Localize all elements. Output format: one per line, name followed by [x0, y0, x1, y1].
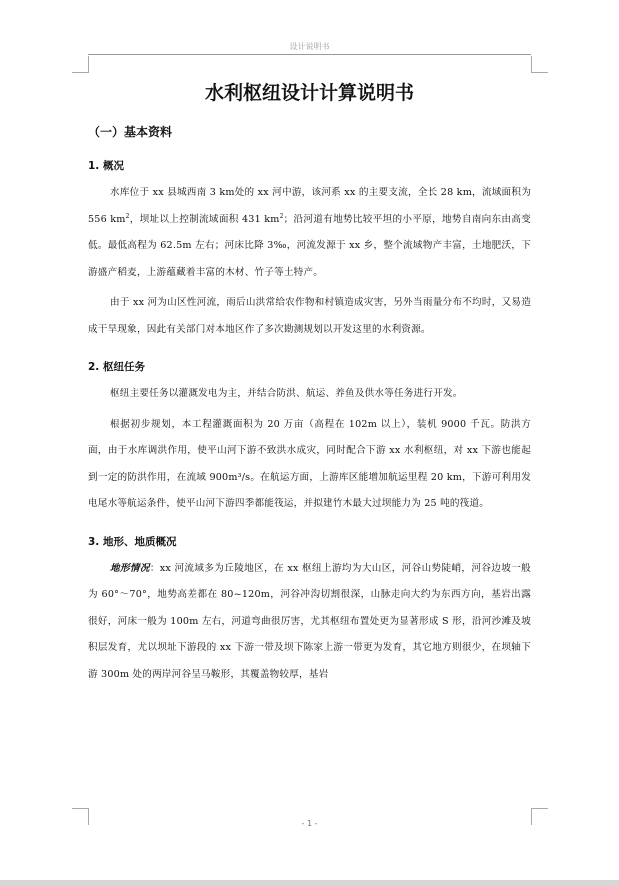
superscript: 2 — [279, 212, 284, 220]
section-heading-basic-data: （一）基本资料 — [88, 125, 173, 139]
paragraph-tasks-2: 根据初步规划，本工程灌溉面积为 20 万亩（高程在 102m 以上），装机 9000 千瓦。防洪方面，由于水库调洪作用，使平山河下游不致洪水成灾，同时配合下游 xx 水利枢纽，对 xx 下游也能起到一定的防洪作用，在流域 900m³/s。在航运方面，上游库区能增加航运里程 20 km，下游可利用发电尾水等航运条件，使平山河下游四季都能筏运，并拟建竹木最大过坝能力为 25 吨的筏道。 — [88, 418, 531, 509]
document-body — [88, 70, 531, 688]
paragraph-overview-2: 由于 xx 河为山区性河流，雨后山洪常给农作物和村镇造成灾害，另外当雨量分布不均时，又易造成干旱现象，因此有关部门对本地区作了多次勘测规划以开发这里的水利资源。 — [88, 297, 531, 335]
document-title: 水利枢纽设计计算说明书 — [204, 82, 414, 104]
page-number: - 1 - — [301, 819, 318, 828]
subheading-overview: 1. 概况 — [88, 160, 124, 172]
terrain-lead-label: 地形情况 — [110, 562, 150, 574]
header-rule — [88, 54, 531, 55]
subheading-terrain-geology: 3. 地形、地质概况 — [88, 535, 177, 548]
superscript: 2 — [125, 212, 130, 220]
paragraph-overview-1: 水库位于 xx 县城西南 3 km处的 xx 河中游，该河系 xx 的主要支流，全长 28 km，流域面积为 556 $km^2$，坝址以上控制流域面积 431 $km^2$；沿河道有地势比较平坦的小平原，地势自南向东由高变低。最低高程为 62.5m 左右；河床比降 3‰，河流发源于 xx 乡，整个流域物产丰富，土地肥沃，下游盛产稻麦，上游蕴藏着丰富的木材、竹子等土特产。 — [88, 187, 532, 278]
viewer-bottom-edge — [0, 880, 619, 886]
subheading-hub-tasks: 2. 枢纽任务 — [88, 361, 145, 373]
paragraph-tasks-1: 枢纽主要任务以灌溉发电为主，并结合防洪、航运、养鱼及供水等任务进行开发。 — [110, 388, 463, 399]
paragraph-terrain-1: 地形情况：xx 河流域多为丘陵地区，在 xx 枢纽上游均为大山区，河谷山势陡峭，河谷边坡一般为 60°～70°，地势高差都在 80~120m，河谷冲沟切割很深，山脉走向大约为东西方向，基岩出露很好，河床一般为 100m 左右，河道弯曲很厉害，尤其枢纽布置处更为显著形成 S 形，沿河沙滩及坡积层发育，尤以坝址下游段的 xx 下游一带及坝下陈家上游一带更为发育，其它地方则很少，在坝轴下游 300m 处的两岸河谷呈马鞍形，其覆盖物较厚，基岩 — [88, 562, 531, 680]
running-header: 设计说明书 — [289, 42, 330, 51]
crop-mark-top-right — [531, 56, 548, 73]
crop-mark-top-left — [72, 56, 89, 73]
